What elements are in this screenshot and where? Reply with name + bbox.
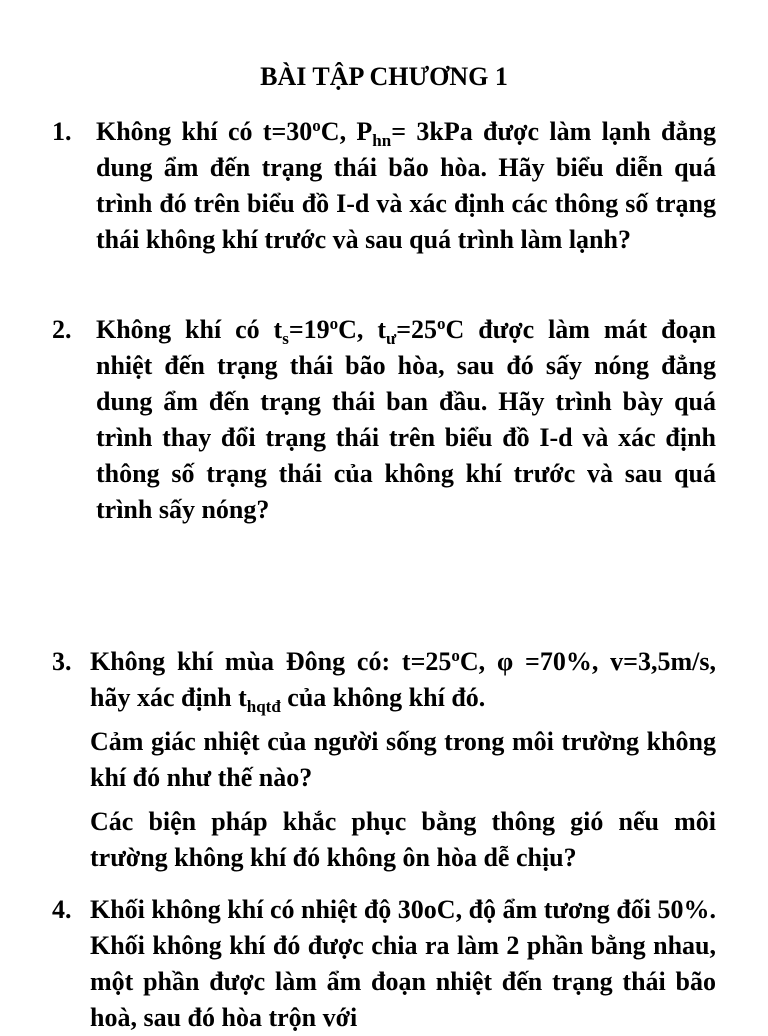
- question-3-paragraph-2: Cảm giác nhiệt của người sống trong môi trường không khí đó như thế nào?: [90, 727, 716, 792]
- question-2-text: [96, 312, 716, 528]
- question-3: [52, 644, 716, 876]
- q2-text-b: =19: [288, 315, 330, 344]
- question-3-paragraph-3: Các biện pháp khắc phục bằng thông gió nếu môi trường không khí đó không ôn hòa dễ chịu?: [90, 807, 716, 872]
- q3-degree-sup: o: [451, 646, 460, 665]
- q3-sub-hqtd: hqtđ: [246, 697, 281, 716]
- q3-text-a: Không khí mùa Đông có: t=25: [90, 647, 452, 676]
- q1-degree-sup: o: [312, 116, 321, 135]
- question-3-number: 3.: [52, 647, 72, 676]
- question-1-number: 1.: [52, 117, 72, 146]
- question-2: [52, 312, 716, 528]
- q2-text-d: =25: [396, 315, 438, 344]
- q3-text-c: của không khí đó.: [280, 683, 486, 712]
- question-4-number: 4.: [52, 895, 72, 924]
- q1-sub-hn: hn: [372, 131, 392, 150]
- question-1-text: [96, 114, 716, 258]
- question-4-text: Khối không khí có nhiệt độ 30oC, độ ẩm tương đối 50%. Khối không khí đó được chia ra làm 2 phần bằng nhau, một phần được làm ẩm đoạn nhiệt đến trạng thái bão hoà, sau đó hòa trộn với: [90, 895, 716, 1032]
- q2-degree-sup-1: o: [329, 314, 339, 333]
- question-2-number: 2.: [52, 315, 72, 344]
- question-3-text: [90, 644, 716, 716]
- q1-text-b: C, P: [320, 117, 373, 146]
- q1-text-a: Không khí có t=30: [96, 117, 313, 146]
- q2-degree-sup-2: o: [437, 314, 446, 333]
- question-4: [52, 892, 716, 1036]
- q2-sub-s: s: [282, 329, 289, 348]
- q2-text-e: C được làm mát đoạn nhiệt đến trạng thái bão hòa, sau đó sấy nóng đẳng dung ẩm đến trạng thái ban đầu. Hãy trình bày quá trình thay đổi trạng thái trên biểu đồ I-d và xác định thông số trạng thái của không khí trước và sau quá trình sấy nóng?: [96, 315, 716, 524]
- page-title: BÀI TẬP CHƯƠNG 1: [260, 62, 508, 91]
- q2-text-c: C, t: [338, 315, 386, 344]
- q1-text-c: = 3kPa được làm lạnh đẳng dung ẩm đến trạng thái bão hòa. Hãy biểu diễn quá trình đó trên biểu đồ I-d và xác định các thông số trạng thái không khí trước và sau quá trình làm lạnh?: [96, 117, 716, 254]
- question-1: [52, 114, 716, 258]
- q2-text-a: Không khí có t: [96, 315, 283, 344]
- q2-sub-u: ư: [385, 329, 397, 348]
- q3-text-b: C, φ =70%, v=3,5m/s, hãy xác định t: [90, 647, 716, 712]
